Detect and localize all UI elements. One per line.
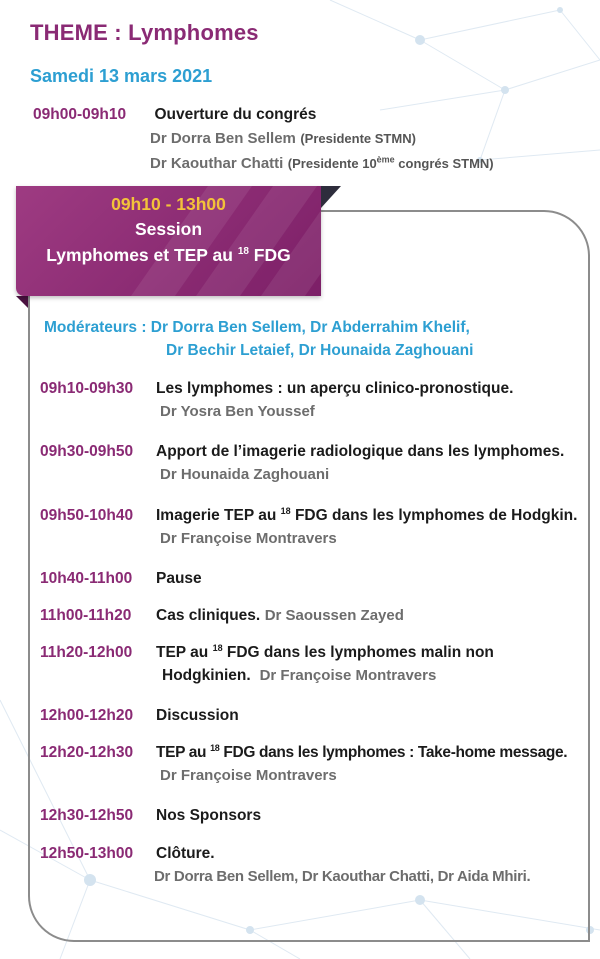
session-title: Lymphomes et TEP au $^{18}$ FDG [46,245,291,265]
item-speaker: Dr Dorra Ben Sellem, Dr Kaouthar Chatti, Dr Aida Mhiri. [154,868,531,885]
moderators [44,316,473,362]
opening-block [33,103,593,177]
item-speaker: Dr Françoise Montravers [160,767,337,784]
item-time: 09h30-09h50 [40,443,134,460]
banner-fold-corner [16,296,28,308]
schedule-item [40,805,585,827]
opening-speaker-2 [33,151,593,177]
item-speaker: Dr Françoise Montravers [160,530,337,547]
item-time: 09h50-10h40 [40,507,134,524]
item-time: 10h40-11h00 [40,570,133,587]
item-speaker: Dr Hounaida Zaghouani [160,466,330,483]
banner-text [16,192,321,269]
session-banner [16,186,321,296]
item-speaker: Dr Françoise Montravers [259,667,437,684]
opening-speaker-1 [33,127,593,151]
opening-title: Ouverture du congrés [154,106,317,123]
banner-fold-shadow [321,186,341,208]
theme-heading: THEME : Lymphomes [30,20,259,45]
item-time: 12h20-12h30 [40,744,134,761]
item-title: Apport de l’imagerie radiologique dans les lymphomes. [156,443,565,460]
schedule-item [40,605,585,627]
item-title: Pause [156,570,202,587]
item-title-line-2: Hodgkinien. [162,667,251,684]
event-date: Samedi 13 mars 2021 [30,66,213,86]
moderators-line-2: Dr Bechir Letaief, Dr Hounaida Zaghouani [166,342,474,359]
item-speaker: Dr Yosra Ben Youssef [160,403,315,420]
opening-speaker-2-role: (Presidente 10ème congrés STMN) [287,154,494,171]
schedule-item [40,705,585,727]
schedule-item [40,568,585,590]
opening-speaker-2-name: Dr Kaouthar Chatti [150,155,284,172]
item-time: 09h10-09h30 [40,380,134,397]
schedule-item [40,378,585,424]
opening-speaker-1-name: Dr Dorra Ben Sellem [150,130,296,147]
session-label: Session [134,219,203,239]
opening-title-row [33,103,593,127]
item-title: Nos Sponsors [156,807,262,824]
item-time: 11h20-12h00 [40,644,133,661]
schedule-item [40,843,585,889]
item-title: Discussion [156,707,239,724]
item-speaker: Dr Saoussen Zayed [264,607,404,624]
item-title: Les lymphomes : un aperçu clinico-pronostique. [156,380,514,397]
schedule-item [40,742,585,788]
item-title: TEP au $^{18}$ FDG dans les lymphomes malin non [156,642,494,661]
item-time: 11h00-11h20 [40,607,132,624]
item-time: 12h50-13h00 [40,845,134,862]
item-title: TEP au $^{18}$ FDG dans les lymphomes : Take-home message. [156,742,568,761]
moderators-label: Modérateurs [44,319,138,336]
session-time: 09h10 - 13h00 [111,194,226,214]
moderators-line-1: : Dr Dorra Ben Sellem, Dr Abderrahim Khelif, [137,319,470,336]
schedule-item [40,441,585,487]
item-time: 12h00-12h20 [40,707,134,724]
item-time: 12h30-12h50 [40,807,134,824]
schedule-item [40,505,585,551]
schedule-item [40,642,585,688]
item-title: Clôture. [156,845,215,862]
item-title: Imagerie TEP au $^{18}$ FDG dans les lymphomes de Hodgkin. [156,505,578,524]
item-title: Cas cliniques. [156,607,261,624]
opening-speaker-1-role: (Presidente STMN) [300,131,416,146]
opening-time: 09h00-09h10 [33,106,127,123]
